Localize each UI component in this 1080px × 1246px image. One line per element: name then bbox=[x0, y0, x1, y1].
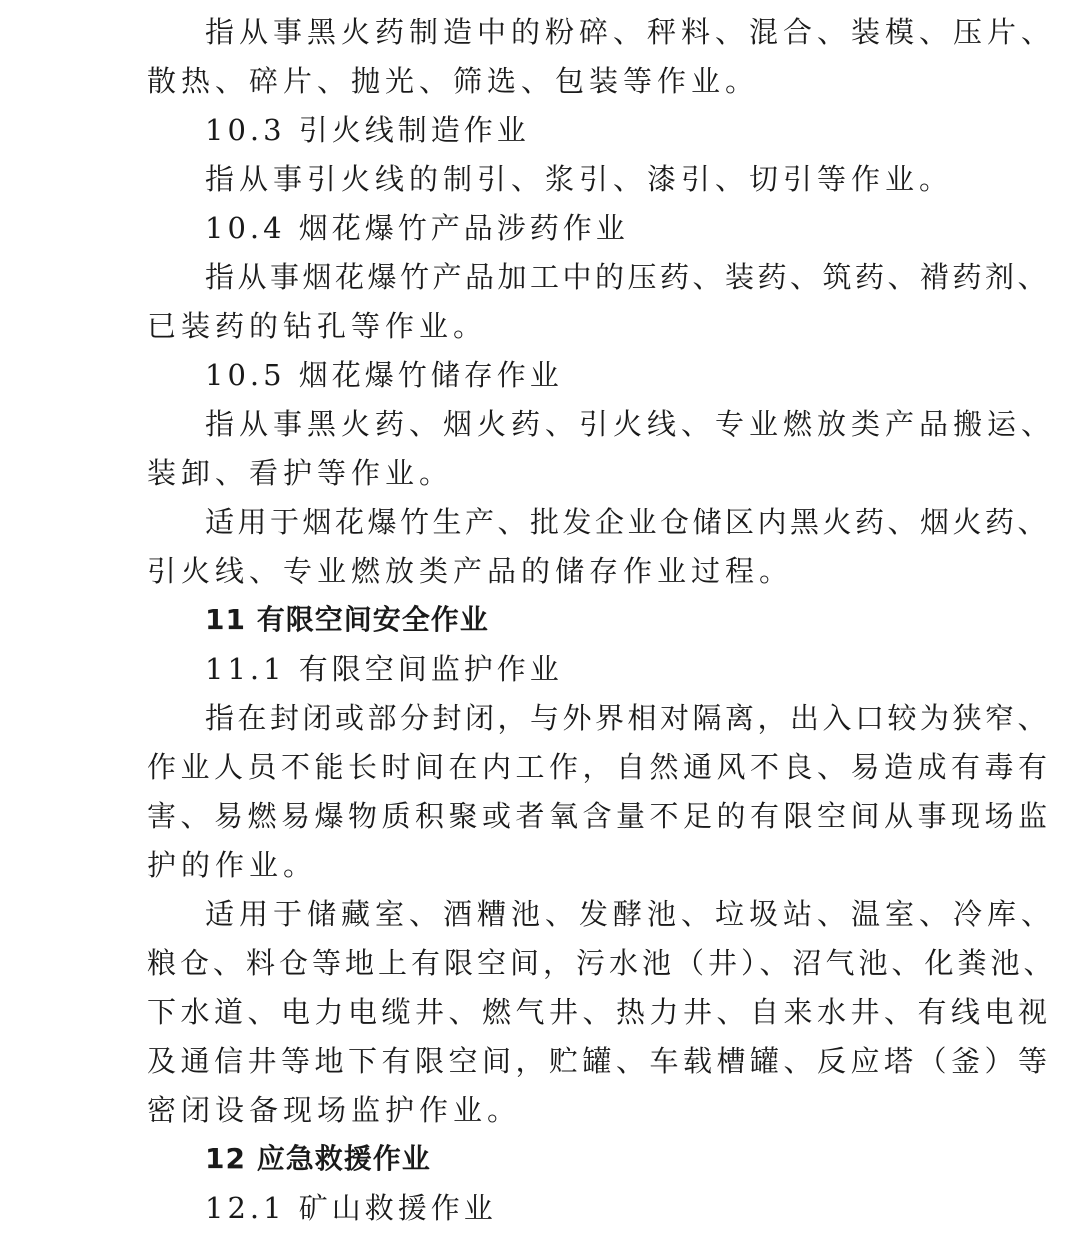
body-line: 指从事黑火药制造中的粉碎、秤料、混合、装模、压片、 bbox=[205, 15, 1056, 49]
body-line: 害、易燃易爆物质积聚或者氧含量不足的有限空间从事现场监 bbox=[147, 799, 1052, 833]
section-title-10-4: 10.4 烟花爆竹产品涉药作业 bbox=[205, 211, 629, 245]
body-line: 适用于烟花爆竹生产、批发企业仓储区内黑火药、烟火药、 bbox=[205, 505, 1051, 539]
body-line: 下水道、电力电缆井、燃气井、热力井、自来水井、有线电视 bbox=[147, 995, 1052, 1029]
body-line: 指从事黑火药、烟火药、引火线、专业燃放类产品搬运、 bbox=[205, 407, 1056, 441]
section-heading-12: 12 应急救援作业 bbox=[205, 1142, 431, 1175]
body-line: 散热、碎片、抛光、筛选、包装等作业。 bbox=[147, 64, 760, 98]
body-line: 指从事引火线的制引、浆引、漆引、切引等作业。 bbox=[205, 162, 954, 196]
body-line: 粮仓、料仓等地上有限空间，污水池（井）、沼气池、化粪池、 bbox=[147, 946, 1057, 980]
section-heading-11: 11 有限空间安全作业 bbox=[205, 603, 489, 636]
section-title-10-3: 10.3 引火线制造作业 bbox=[205, 113, 530, 147]
body-line: 已装药的钻孔等作业。 bbox=[147, 309, 488, 343]
body-line: 装卸、看护等作业。 bbox=[147, 456, 454, 490]
body-line: 引火线、专业燃放类产品的储存作业过程。 bbox=[147, 554, 794, 588]
body-line: 护的作业。 bbox=[147, 848, 318, 882]
body-line: 适用于储藏室、酒糟池、发酵池、垃圾站、温室、冷库、 bbox=[205, 897, 1056, 931]
body-line: 指从事烟花爆竹产品加工中的压药、装药、筑药、褙药剂、 bbox=[205, 260, 1051, 294]
body-line: 指在封闭或部分封闭，与外界相对隔离，出入口较为狭窄、 bbox=[205, 701, 1051, 735]
section-title-11-1: 11.1 有限空间监护作业 bbox=[205, 652, 563, 686]
section-title-12-1: 12.1 矿山救援作业 bbox=[205, 1191, 497, 1225]
body-line: 作业人员不能长时间在内工作，自然通风不良、易造成有毒有 bbox=[147, 750, 1052, 784]
body-line: 密闭设备现场监护作业。 bbox=[147, 1093, 522, 1127]
body-line: 及通信井等地下有限空间，贮罐、车载槽罐、反应塔（釜）等 bbox=[147, 1044, 1052, 1078]
section-title-10-5: 10.5 烟花爆竹储存作业 bbox=[205, 358, 563, 392]
